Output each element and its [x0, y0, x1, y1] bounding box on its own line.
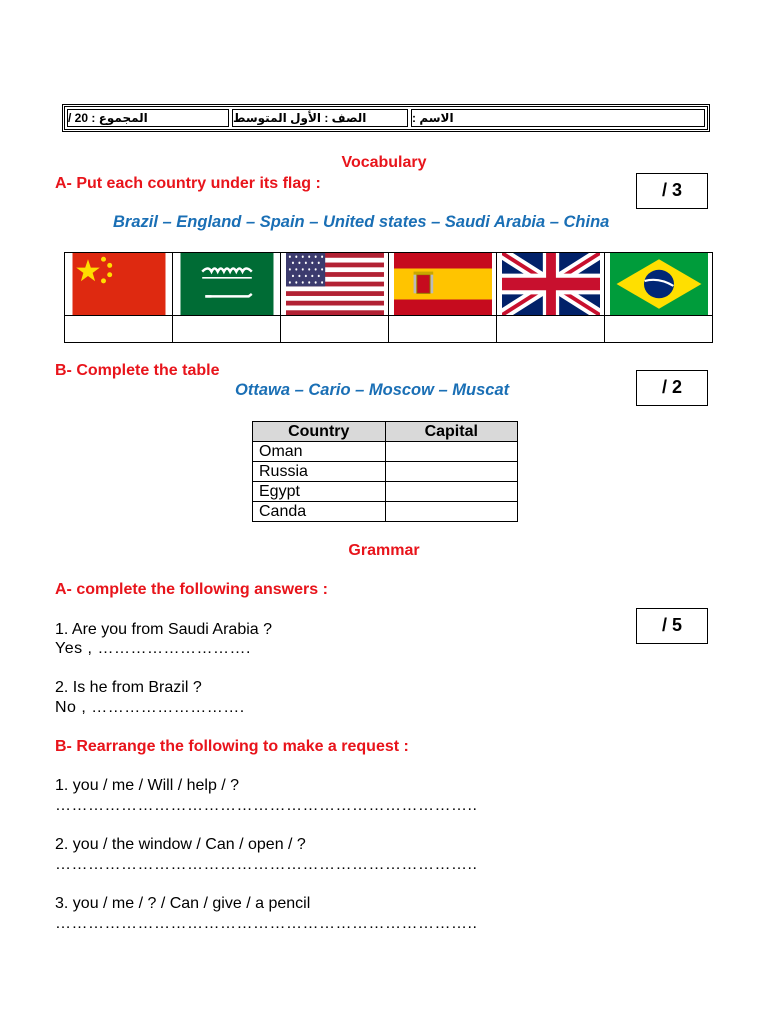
flag-cell-uk: [497, 253, 605, 316]
saudi-arabia-flag-icon: [178, 253, 276, 315]
answer-cell-1[interactable]: [65, 316, 173, 343]
grammar-title: Grammar: [348, 542, 420, 559]
question-2: 2. Is he from Brazil ?: [55, 679, 202, 696]
capital-answer-cell[interactable]: [385, 462, 518, 482]
answer-line-1[interactable]: Yes , ……………………….: [55, 640, 251, 657]
rearrange-answer-line-3[interactable]: …………………………………………………………………..: [55, 915, 478, 932]
table-row: [253, 502, 518, 522]
capital-answer-cell[interactable]: [385, 502, 518, 522]
china-flag-icon: [70, 253, 168, 315]
country-cell: Russia: [253, 462, 386, 482]
answer-cell-3[interactable]: [281, 316, 389, 343]
spain-flag-icon: [394, 253, 492, 315]
vocab-part-a-label: A- Put each country under its flag :: [55, 175, 321, 192]
country-cell: Canda: [253, 502, 386, 522]
rearrange-answer-line-2[interactable]: …………………………………………………………………..: [55, 856, 478, 873]
total-score-field: المجموع : 20 /: [67, 109, 229, 127]
vocabulary-title: Vocabulary: [341, 154, 427, 171]
capital-answer-cell[interactable]: [385, 442, 518, 462]
flag-cell-saudi-arabia: [173, 253, 281, 316]
table-row: [253, 462, 518, 482]
capital-column-header: Capital: [385, 422, 518, 442]
flag-cell-china: [65, 253, 173, 316]
flag-cell-spain: [389, 253, 497, 316]
country-column-header: Country: [253, 422, 386, 442]
grammar-part-b-label: B- Rearrange the following to make a request :: [55, 738, 409, 755]
capital-answer-cell[interactable]: [385, 482, 518, 502]
rearrange-item-3: 3. you / me / ? / Can / give / a pencil: [55, 895, 311, 912]
table-row: [253, 482, 518, 502]
country-capital-table: [252, 421, 518, 522]
student-name-field[interactable]: الاسم :: [411, 109, 705, 127]
question-1: 1. Are you from Saudi Arabia ?: [55, 621, 273, 638]
student-info-header: [62, 104, 710, 132]
country-word-list: Brazil – England – Spain – United states – Saudi Arabia – China: [113, 213, 610, 231]
rearrange-item-1: 1. you / me / Will / help / ?: [55, 777, 240, 794]
answer-cell-4[interactable]: [389, 316, 497, 343]
vocab-part-a-score-box: / 3: [636, 173, 708, 209]
rearrange-item-2: 2. you / the window / Can / open / ?: [55, 836, 306, 853]
flags-table: [64, 252, 713, 343]
vocab-part-b-label: B- Complete the table: [55, 362, 220, 379]
answer-cell-5[interactable]: [497, 316, 605, 343]
table-row: [253, 442, 518, 462]
answer-line-2[interactable]: No , ……………………….: [55, 699, 245, 716]
brazil-flag-icon: [610, 253, 708, 315]
flag-cell-usa: [281, 253, 389, 316]
answer-cell-2[interactable]: [173, 316, 281, 343]
answer-cell-6[interactable]: [605, 316, 713, 343]
grammar-part-a-score-box: / 5: [636, 608, 708, 644]
country-cell: Egypt: [253, 482, 386, 502]
rearrange-answer-line-1[interactable]: …………………………………………………………………..: [55, 797, 478, 814]
country-cell: Oman: [253, 442, 386, 462]
flag-cell-brazil: [605, 253, 713, 316]
grade-field: الصف : الأول المتوسط: [232, 109, 408, 127]
usa-flag-icon: [286, 253, 384, 315]
capital-word-list: Ottawa – Cario – Moscow – Muscat: [235, 381, 510, 399]
uk-flag-icon: [502, 253, 600, 315]
vocab-part-b-score-box: / 2: [636, 370, 708, 406]
grammar-part-a-label: A- complete the following answers :: [55, 581, 328, 598]
